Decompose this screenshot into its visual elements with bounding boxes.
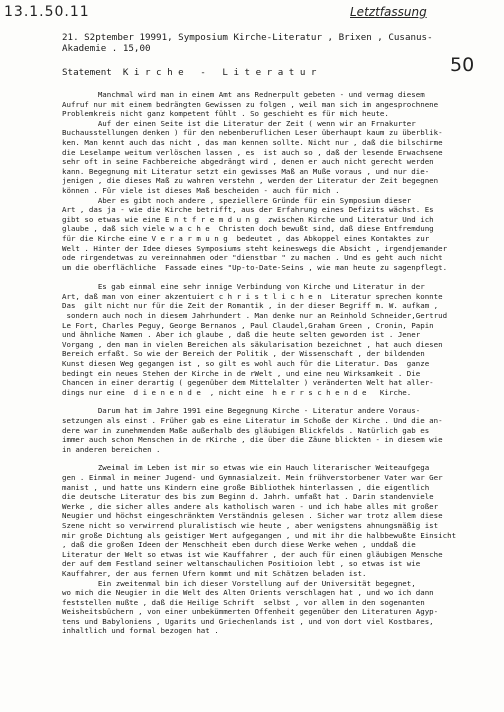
text-line: gen . Einmal in meiner Jugend- und Gymnasialzeit. Mein frühverstorbener Vater war Ger (62, 472, 443, 482)
text-line: Es gab einmal eine sehr innige Verbindung von Kirche und Literatur in der (62, 282, 425, 292)
text-line: Auf der einen Seite ist die Literatur der Zeit ( wenn wir an Frnakurter (62, 118, 416, 128)
text-line: können . Für viele ist dieses Maß bescheiden - auch für mich . (62, 185, 340, 195)
text-line: Chancen in einer derartig ( gegenüber dem Mittelalter ) veränderten Welt hat aller- (62, 378, 434, 388)
text-line: Zweimal im Leben ist mir so etwas wie ein Hauch literarischer Weiteaufgega (62, 463, 430, 473)
text-line: ken. Man kennt auch das nicht , das man kennen sollte. Nicht nur , daß die bilschirme (62, 137, 443, 147)
text-line: die Leselampe weitum verlöschen lassen , es ist auch so , daß der lesende Erwachsene (62, 147, 443, 157)
paragraph (62, 282, 486, 397)
text-line: der auf dem Festland seiner weltanschaulichen Positioion lebt , so etwas ist wie (62, 559, 421, 569)
text-line: immer auch schon Menschen in de rKirche , die über die Zäune blickten - in diesem wie (62, 435, 443, 445)
text-line: Art, daß man von einer akzentuiert c h r i s t l i c h e n Literatur sprechen konnte (62, 291, 443, 301)
text-line: dere war in zunehmendem Maße außerhalb des gläubigen Blickfelds . Natürlich gab es (62, 425, 430, 435)
text-line: gibt so etwas wie eine E n t f r e m d u n g zwischen Kirche und Literatur Und ich (62, 214, 434, 224)
text-line: , daß die großen Ideen der Menschheit eben durch diese Werke wehen , unddaß die (62, 540, 416, 550)
text-line: Buchausstellungen denken ) für den nebenberuflichen Leser überhaupt kaum zu überblik- (62, 128, 443, 138)
text-line: Kunst diesen Weg gegangen ist , so gilt es wohl auch für die Literatur. Das ganze (62, 359, 430, 369)
text-line: kann. Begegnung mit Literatur setzt ein gewisses Maß an Muße voraus , und nur die- (62, 166, 430, 176)
text-line: tens und Babyloniens , Ugarits und Griechenlands ist , und von dort viel Kostbares, (62, 616, 434, 626)
text-line: Problemkreis nicht ganz kompetent fühlt . So geschieht es für mich heute. (62, 109, 389, 119)
text-line: Literatur der Welt so etwas ist wie Kauffahrer , der auch für einen gläubigen Mensche (62, 549, 443, 559)
text-line: um die oberflächliche Fassade eines "Up-to-Date-Seins , wie man heute zu sagenpflegt. (62, 262, 448, 272)
page-number: 50 (450, 54, 475, 76)
text-line: Das gilt nicht nur für die Zeit der Romantik , in der dieser Begriff m. W. aufkam , (62, 301, 439, 311)
document-body (62, 90, 486, 636)
text-line: glaube , daß sich viele w a c h e Christen doch bewußt sind, daß diese Entfremdung (62, 224, 434, 234)
text-line: Manchmal wird man in einem Amt ans Rednerpult gebeten - und vermag diesem (62, 90, 425, 99)
paragraph (62, 90, 486, 272)
text-line: wo mich die Neugier in die Welt des Alten Orients verschlagen hat , und wo ich dann (62, 588, 434, 598)
text-line: Aufruf nur mit einem bedrängten Gewissen zu folgen , weil man sich im angesprochnene (62, 99, 439, 109)
handwritten-note: Letztfassung (350, 5, 427, 19)
text-line: Art , das ja - wie die Kirche betrifft, aus der Erfahrung eines Defizits wächst. Es (62, 205, 434, 215)
text-line: und ähnliche Namen . Aber ich glaube , daß die heute selten geworden ist . Jener (62, 330, 421, 340)
text-line: Kauffahrer, der aus fernen Ufern kommt und mit Schätzen beladen ist. (62, 568, 367, 578)
text-line: dings nur eine d i e n e n d e , nicht eine h e r r s c h e n d e Kirche. (62, 387, 412, 397)
text-line: Neugier und höchst eingeschränktem Verständnis gelesen . Sicher war trotz allem diese (62, 511, 443, 521)
text-line: jenigen , die dieses Maß zu wahren verstehn , werden der Literatur der Zeit begegnen (62, 176, 439, 186)
text-line: manist , und hatte uns Kindern eine große Bibliothek hinterlassen , die eigentlich (62, 482, 430, 492)
text-line: Bereich erfaßt. So wie der Bereich der Politik , der Wissenschaft , der bildenden (62, 349, 425, 359)
text-line: sondern auch noch in diesem Jahrhundert . Man denke nur an Reinhold Schneider,Gertrud (62, 311, 448, 321)
text-line: Ein zweitenmal bin ich dieser Vorstellung auf der Universität begegnet, (62, 578, 416, 588)
text-line: Welt . Hinter der Idee dieses Symposiums steht keineswegs die Absicht , irgendjemander (62, 243, 448, 253)
text-line: bedingt ein neues Stehen der Kirche in de rWelt , und eine neu Wirksamkeit . Die (62, 368, 421, 378)
text-line: für die Kirche eine V e r a r m u n g bedeutet , das Abkoppel eines Kontaktes zur (62, 233, 430, 243)
document-title: Statement K i r c h e - L i t e r a t u r (62, 67, 317, 78)
text-line: Le Fort, Charles Peguy, George Bernanos , Paul Claudel,Graham Green , Cronin, Papin (62, 320, 434, 330)
text-line: Szene nicht so verwirrend pluralistisch wie heute , aber wenigstens ahnungsmäßig ist (62, 520, 439, 530)
document-header: 21. S2ptember 19991, Symposium Kirche-Literatur , Brixen , Cusanus- Akademie . 15,00 (62, 32, 433, 54)
archive-stamp: 13.1.50.11 (4, 4, 90, 20)
text-line: feststellen mußte , daß die Heilige Schrift selbst , vor allem in den sogenanten (62, 597, 425, 607)
text-line: inhaltlich und formal bezogen hat . (62, 626, 219, 636)
paragraph (62, 463, 486, 636)
text-line: Darum hat im Jahre 1991 eine Begegnung Kirche - Literatur andere Voraus- (62, 406, 421, 416)
text-line: Vorgang , den man in vielen Bereichen als säkularisation bezeichnet , hat auch diesen (62, 339, 443, 349)
text-line: Aber es gibt noch andere , speziellere Gründe für ein Symposium dieser (62, 195, 412, 205)
text-line: Werke , die sicher alles andere als katholisch waren - und ich habe alles mit großer (62, 501, 439, 511)
paragraph (62, 406, 486, 454)
text-line: in anderen bereichen . (62, 444, 161, 454)
text-line: die deutsche Literatur des bis zum Beginn d. Jahrh. umfaßt hat . Darin standenviele (62, 492, 434, 502)
text-line: setzungen als einst . Früher gab es eine Literatur im Schoße der Kirche . Und die an- (62, 416, 443, 425)
text-line: Weisheitsbüchern , von einer unbekümmerten Offenheit gegenüber den Literaturen Agyp- (62, 607, 439, 617)
text-line: ode rirgendetwas zu vereinnahmen oder "dienstbar " zu machen . Und es geht auch nicht (62, 253, 443, 263)
text-line: sehr oft in seine Fachbereiche abgedrängt wird , denen er auch nicht gerecht werden (62, 157, 434, 167)
text-line: mir große Dichtung als geistiger Wert aufgegangen , und mit ihr die halbbewußte Einsicht (62, 530, 457, 540)
